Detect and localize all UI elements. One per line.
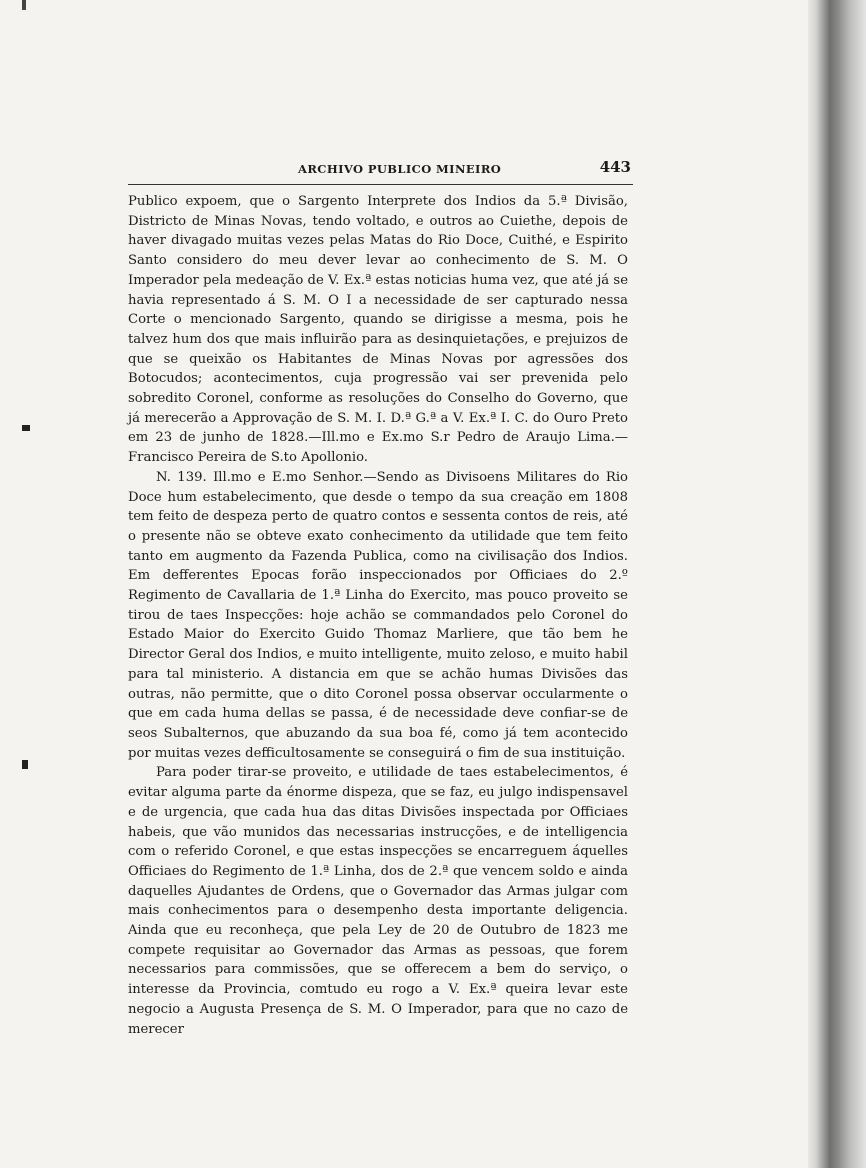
page-header xyxy=(128,158,633,180)
paragraph: Para poder tirar-se proveito, e utilidade de taes estabelecimentos, é evitar alguma parte da énorme dispeza, que se faz, eu julgo indispensavel e de urgencia, que cada hua das ditas Divisões inspectada por Officiaes habeis, que vão munidos das necessarias instrucções, e de intelligencia com o referido Coronel, e que estas inspecções se encarreguem áquelles Officiaes do Regimento de 1.ª Linha, dos de 2.ª que vencem soldo e ainda daquelles Ajudantes de Ordens, que o Governador das Armas julgar com mais conhecimentos para o desempenho desta importante deligencia. Ainda que eu reconheça, que pela Ley de 20 de Outubro de 1823 me compete requisitar ao Governador das Armas as pessoas, que forem necessarios para commissões, que se offerecem a bem do serviço, o interesse da Provincia, comtudo eu rogo a V. Ex.ª queira levar este negocio a Augusta Presença de S. M. O Imperador, para que no cazo de merecer xyxy=(128,765,628,1037)
document-body xyxy=(128,192,628,1039)
paragraph: Publico expoem, que o Sargento Interprete dos Indios da 5.ª Divisão, Districto de Minas Novas, tendo voltado, e outros ao Cuiethe, depois de haver divagado muitas vezes pelas Matas do Rio Doce, Cuithé, e Espirito Santo considero do meu dever levar ao conhecimento de S. M. O Imperador pela medeação de V. Ex.ª estas noticias huma vez, que até já se havia representado á S. M. O I a necessidade de ser capturado nessa Corte o mencionado Sargento, quando se dirigisse a mesma, pois he talvez hum dos que mais influirão para as desinquietações, e prejuizos de que se queixão os Habitantes de Minas Novas por agressões dos Botocudos; acontecimentos, cuja progressão vai ser prevenida pelo sobredito Coronel, conforme as resoluções do Conselho do Governo, que já merecerão a Approvação de S. M. I. D.ª G.ª a V. Ex.ª I. C. do Ouro Preto em 23 de junho de 1828.—Ill.mo e Ex.mo S.r Pedro de Araujo Lima.—Francisco Pereira de S.to Apollonio. xyxy=(128,194,628,466)
margin-mark xyxy=(22,425,30,431)
running-title: ARCHIVO PUBLICO MINEIRO xyxy=(298,162,502,176)
scan-artifact-mark xyxy=(22,0,26,10)
header-rule xyxy=(128,184,633,185)
paragraph: N. 139. Ill.mo e E.mo Senhor.—Sendo as Divisoens Militares do Rio Doce hum estabelecimento, que desde o tempo da sua creação em 1808 tem feito de despeza perto de quatro contos e sessenta contos de reis, até o presente não se obteve exato conhecimento da utilidade que tem feito tanto em augmento da Fazenda Publica, como na civilisação dos Indios. Em defferentes Epocas forão inspeccionados por Officiaes do 2.º Regimento de Cavallaria de 1.ª Linha do Exercito, mas pouco proveito se tirou de taes Inspecções: hoje achão se commandados pelo Coronel do Estado Maior do Exercito Guido Thomaz Marliere, que tão bem he Director Geral dos Indios, e muito intelligente, muito zeloso, e muito habil para tal ministerio. A distancia em que se achão humas Divisões das outras, não permitte, que o dito Coronel possa observar occularmente o que em cada huma dellas se passa, é de necessidade deve confiar-se de seos Subalternos, que abuzando da sua boa fé, como já tem acontecido por muitas vezes defficultosamente se conseguirá o fim de sua instituição. xyxy=(128,469,628,761)
scan-binding-shadow xyxy=(808,0,866,1168)
page-number: 443 xyxy=(599,158,631,176)
margin-mark xyxy=(22,760,28,769)
